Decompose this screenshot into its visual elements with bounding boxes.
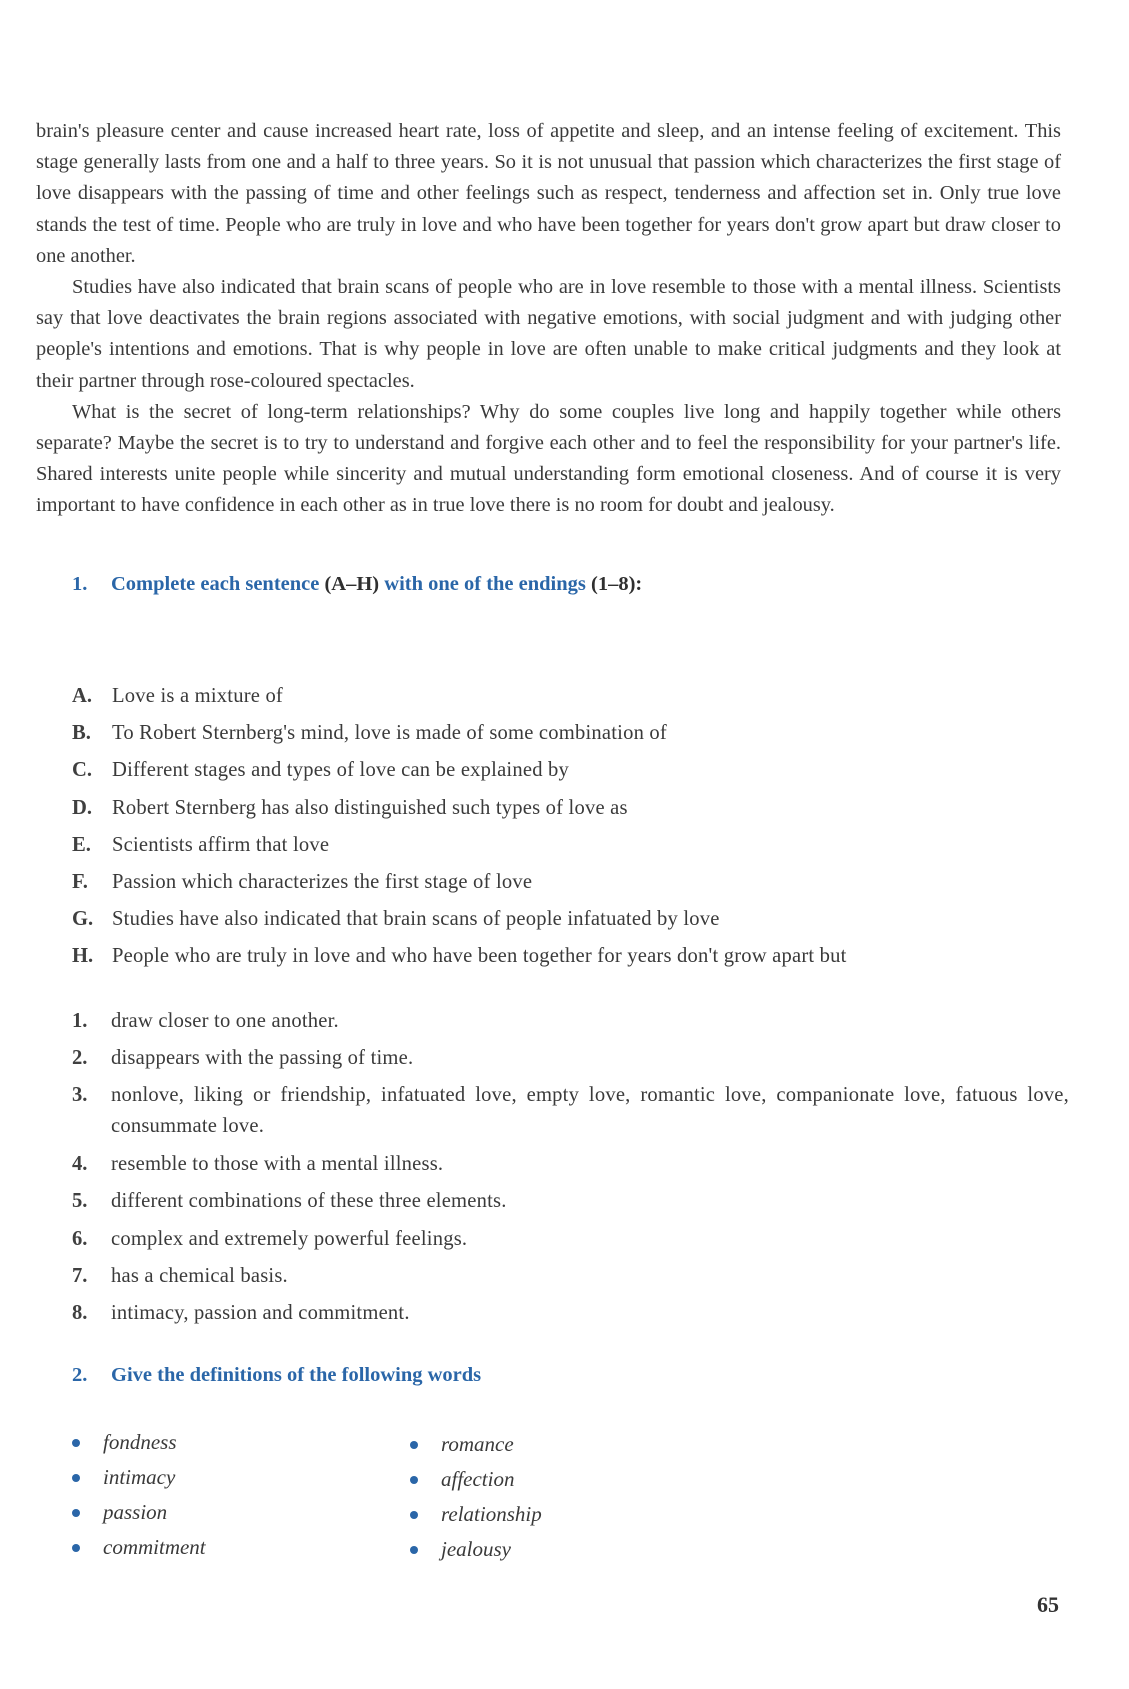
heading-part: Complete each sentence [111, 573, 320, 595]
item-number: 6. [72, 1227, 88, 1250]
list-item [72, 1261, 1069, 1298]
word-item [72, 1495, 206, 1530]
item-text: resemble to those with a mental illness. [111, 1153, 444, 1176]
word-list-right [410, 1427, 542, 1567]
page-number: 65 [1037, 1592, 1059, 1617]
word-item [410, 1497, 542, 1532]
item-number: 1. [72, 1010, 88, 1032]
item-text: To Robert Sternberg's mind, love is made of some combination of [112, 722, 667, 745]
list-item [72, 867, 847, 904]
item-text: disappears with the passing of time. [111, 1047, 414, 1070]
task-1-heading [72, 573, 642, 596]
word-item [410, 1532, 542, 1567]
item-text: draw closer to one another. [111, 1010, 339, 1032]
bullet-icon [72, 1509, 80, 1517]
word: romance [441, 1432, 514, 1456]
word: intimacy [103, 1465, 176, 1489]
item-letter: C. [72, 759, 93, 782]
item-number: 5. [72, 1190, 88, 1213]
item-letter: E. [72, 833, 91, 856]
word-item [410, 1462, 542, 1497]
word-item [410, 1427, 542, 1462]
list-item [72, 793, 847, 830]
item-number: 7. [72, 1264, 88, 1287]
list-item [72, 1006, 1069, 1043]
item-text: has a chemical basis. [111, 1264, 288, 1287]
item-letter: D. [72, 796, 93, 819]
word: relationship [441, 1502, 542, 1526]
sentence-list [72, 681, 847, 979]
bullet-icon [410, 1511, 418, 1519]
item-text: intimacy, passion and commitment. [111, 1301, 410, 1324]
list-item [72, 904, 847, 941]
task-number: 1. [72, 573, 88, 595]
heading-part: (1–8): [591, 573, 643, 595]
list-item [72, 1043, 1069, 1080]
item-text: nonlove, liking or friendship, infatuated love, empty love, romantic love, companionate love, fatuous love, consummate love. [111, 1084, 1069, 1138]
list-item [72, 1149, 1069, 1186]
item-text: Different stages and types of love can be explained by [112, 759, 570, 782]
task-number: 2. [72, 1364, 88, 1386]
item-text: complex and extremely powerful feelings. [111, 1227, 468, 1250]
item-text: Robert Sternberg has also distinguished such types of love as [112, 796, 628, 819]
item-number: 3. [72, 1084, 88, 1107]
word-item [72, 1460, 206, 1495]
list-item [72, 718, 847, 755]
item-text: Studies have also indicated that brain scans of people infatuated by love [112, 908, 720, 931]
paragraph: brain's pleasure center and cause increased heart rate, loss of appetite and sleep, and an intense feeling of excitement. This stage generally lasts from one and a half to three years. So it is not unusual that passion which characterizes the first stage of love disappears with the passing of time and other feelings such as respect, tenderness and affection set in. Only true love stands the test of time. People who are truly in love and who have been together for years don't grow apart but draw closer to one another. [36, 120, 1061, 267]
bullet-icon [410, 1476, 418, 1484]
item-number: 2. [72, 1047, 88, 1070]
word: passion [103, 1500, 168, 1524]
word: commitment [103, 1535, 206, 1559]
item-text: Love is a mixture of [112, 685, 283, 707]
heading-text: Give the definitions of the following words [111, 1364, 482, 1386]
item-text: Passion which characterizes the first stage of love [112, 870, 533, 893]
word-item [72, 1530, 206, 1565]
item-letter: B. [72, 722, 91, 745]
ending-list [72, 1006, 1069, 1335]
list-item [72, 941, 847, 978]
reading-text [36, 116, 1061, 522]
item-number: 8. [72, 1301, 88, 1324]
word: affection [441, 1467, 515, 1491]
bullet-icon [72, 1474, 80, 1482]
list-item [72, 1224, 1069, 1261]
bullet-icon [72, 1544, 80, 1552]
item-letter: F. [72, 870, 88, 893]
heading-part: with one of the endings [384, 573, 586, 595]
bullet-icon [410, 1546, 418, 1554]
item-number: 4. [72, 1153, 88, 1176]
item-letter: G. [72, 908, 94, 931]
paragraph: What is the secret of long-term relationships? Why do some couples live long and happily together while others separate? Maybe the secret is to try to understand and forgive each other and to feel the responsibility for your partner's life. Shared interests unite people while sincerity and mutual understanding form emotional closeness. And of course it is very important to have confidence in each other as in true love there is no room for doubt and jealousy. [36, 400, 1061, 517]
list-item [72, 1298, 1069, 1335]
word-list-left [72, 1425, 206, 1565]
list-item [72, 1186, 1069, 1223]
item-text: People who are truly in love and who have been together for years don't grow apart but [112, 945, 847, 968]
bullet-icon [72, 1439, 80, 1447]
item-text: Scientists affirm that love [112, 833, 330, 856]
word: jealousy [441, 1537, 511, 1561]
word-item [72, 1425, 206, 1460]
list-item [72, 830, 847, 867]
heading-part: (A–H) [324, 573, 380, 595]
list-item [72, 681, 847, 718]
paragraph: Studies have also indicated that brain scans of people who are in love resemble to those with a mental illness. Scientists say that love deactivates the brain regions associated with negative emotions, with social judgment and with judging other people's intentions and emotions. That is why people in love are often unable to make critical judgments and they look at their partner through rose-coloured spectacles. [36, 276, 1061, 392]
list-item [72, 755, 847, 792]
item-letter: H. [72, 945, 94, 968]
word: fondness [103, 1430, 177, 1454]
bullet-icon [410, 1441, 418, 1449]
item-text: different combinations of these three elements. [111, 1190, 507, 1213]
task-2-heading [72, 1364, 481, 1387]
list-item [72, 1080, 1069, 1149]
item-letter: A. [72, 685, 93, 707]
